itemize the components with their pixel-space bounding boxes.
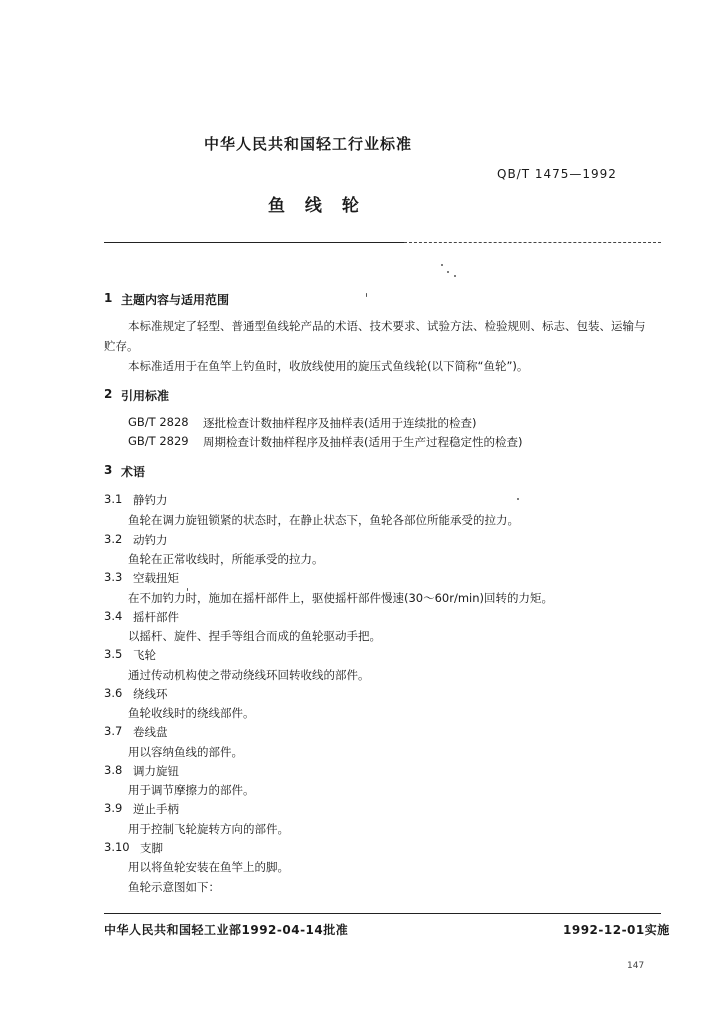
term-name: 逆止手柄 xyxy=(133,802,179,816)
term-name: 摇杆部件 xyxy=(133,610,179,624)
header-divider xyxy=(104,242,404,243)
reference-2-code: GB/T 2829 xyxy=(128,434,189,448)
document-title: 鱼 线 轮 xyxy=(268,196,359,216)
scan-speck xyxy=(517,498,519,500)
scan-speck xyxy=(447,271,449,273)
scan-speck xyxy=(441,264,443,266)
term-number: 3.10 xyxy=(104,840,130,854)
term-number: 3.2 xyxy=(104,532,123,546)
term-number: 3.4 xyxy=(104,609,123,623)
section-1-paragraph-1: 本标准规定了轻型、普通型鱼线轮产品的术语、技术要求、试验方法、检验规则、标志、包装、运输与 xyxy=(128,319,646,333)
term-name: 动钓力 xyxy=(133,533,168,547)
page-number: 147 xyxy=(627,961,645,971)
scan-speck xyxy=(366,293,367,297)
term-name: 绕线环 xyxy=(133,687,168,701)
term-name: 卷线盘 xyxy=(133,725,168,739)
standard-code: QB/T 1475—1992 xyxy=(497,167,617,181)
term-number: 3.7 xyxy=(104,724,123,738)
reference-1-code: GB/T 2828 xyxy=(128,415,189,429)
term-name: 支脚 xyxy=(140,841,163,855)
section-1-number: 1 xyxy=(104,291,113,305)
scan-speck xyxy=(454,275,456,277)
term-definition: 用以容纳鱼线的部件。 xyxy=(128,745,243,759)
term-definition: 以摇杆、旋件、捏手等组合而成的鱼轮驱动手把。 xyxy=(128,629,381,643)
approval-statement: 中华人民共和国轻工业部1992-04-14批准 xyxy=(104,923,349,937)
section-3-heading: 术语 xyxy=(121,465,146,479)
section-1-paragraph-2: 本标准适用于在鱼竿上钓鱼时，收放线使用的旋压式鱼线轮(以下简称“鱼轮”)。 xyxy=(128,359,529,373)
term-definition: 鱼轮在调力旋钮锁紧的状态时，在静止状态下，鱼轮各部位所能承受的拉力。 xyxy=(128,513,519,527)
section-2-heading: 引用标准 xyxy=(121,389,170,403)
reference-1-title: 逐批检查计数抽样程序及抽样表(适用于连续批的检查) xyxy=(203,416,477,430)
term-definition: 鱼轮收线时的绕线部件。 xyxy=(128,706,255,720)
section-1-heading: 主题内容与适用范围 xyxy=(121,293,230,307)
term-definition: 在不加钓力时，施加在摇杆部件上，驱使摇杆部件慢速(30～60r/min)回转的力矩。 xyxy=(128,591,554,605)
term-name: 飞轮 xyxy=(133,648,156,662)
effective-date: 1992-12-01实施 xyxy=(563,923,670,937)
term-name: 调力旋钮 xyxy=(133,764,179,778)
term-number: 3.8 xyxy=(104,763,123,777)
reference-2-title: 周期检查计数抽样程序及抽样表(适用于生产过程稳定性的检查) xyxy=(203,435,523,449)
standard-category-title: 中华人民共和国轻工行业标准 xyxy=(204,135,413,153)
term-definition: 鱼轮在正常收线时，所能承受的拉力。 xyxy=(128,552,324,566)
term-definition: 通过传动机构使之带动绕线环回转收线的部件。 xyxy=(128,668,370,682)
term-definition: 用于控制飞轮旋转方向的部件。 xyxy=(128,822,289,836)
section-3-number: 3 xyxy=(104,463,113,477)
term-number: 3.6 xyxy=(104,686,123,700)
term-number: 3.1 xyxy=(104,492,123,506)
term-definition: 用于调节摩擦力的部件。 xyxy=(128,783,255,797)
term-number: 3.9 xyxy=(104,801,123,815)
footer-divider xyxy=(104,913,661,914)
term-number: 3.5 xyxy=(104,647,123,661)
section-1-paragraph-1-cont: 贮存。 xyxy=(104,339,139,353)
section-2-number: 2 xyxy=(104,387,113,401)
term-number: 3.3 xyxy=(104,570,123,584)
term-name: 静钓力 xyxy=(133,493,168,507)
header-divider-faded xyxy=(404,242,661,243)
term-name: 空载扭矩 xyxy=(133,571,179,585)
term-definition: 用以将鱼轮安装在鱼竿上的脚。 xyxy=(128,860,289,874)
diagram-intro-text: 鱼轮示意图如下： xyxy=(128,880,220,894)
